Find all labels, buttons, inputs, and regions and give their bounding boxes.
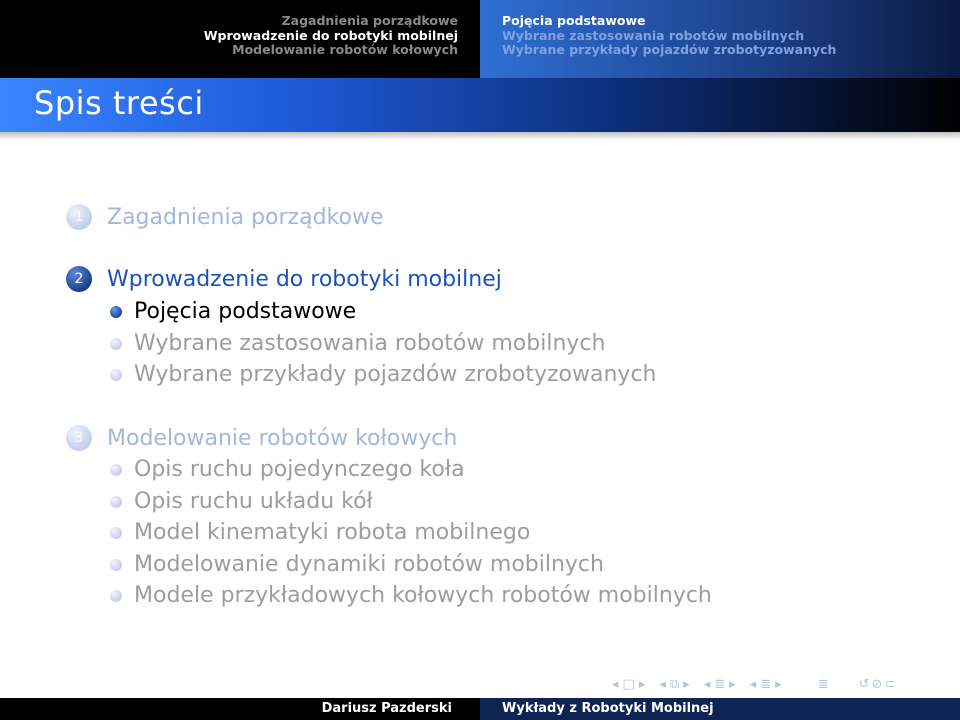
toc-subsection-label: Opis ruchu pojedynczego koła	[134, 457, 465, 482]
toc-subsection-3-1[interactable]	[110, 457, 465, 482]
bullet-icon	[110, 590, 122, 602]
toc-subsection-2-1[interactable]	[110, 299, 356, 324]
toc-subsection-3-5[interactable]	[110, 583, 712, 608]
bullet-icon	[110, 369, 122, 381]
navigation-symbols	[610, 674, 955, 694]
nav-section-2[interactable]: Wprowadzenie do robotyki mobilnej	[203, 27, 458, 43]
frame-title: Spis treści	[34, 84, 204, 122]
toc-section-1[interactable]	[66, 204, 384, 230]
section-icon[interactable]: ≣	[714, 676, 726, 692]
nav-subsection-2[interactable]: Wybrane zastosowania robotów mobilnych	[502, 27, 805, 43]
part-icon[interactable]: ≣	[760, 676, 772, 692]
toc-subsection-label: Wybrane zastosowania robotów mobilnych	[134, 331, 606, 356]
toc-subsection-label: Opis ruchu układu kół	[134, 489, 373, 514]
search-icon[interactable]: ↺⊘⊂	[858, 676, 898, 692]
toc-subsection-label: Pojęcia podstawowe	[134, 299, 357, 324]
bullet-icon	[110, 496, 122, 508]
frame-icon[interactable]: □	[622, 676, 635, 692]
nav-subsection-3[interactable]: Wybrane przykłady pojazdów zrobotyzowanych	[502, 42, 837, 57]
bullet-icon	[110, 464, 122, 476]
nav-subsection-1[interactable]: Pojęcia podstawowe	[502, 13, 646, 28]
toc-section-label: Zagadnienia porządkowe	[107, 204, 384, 230]
toc-section-2[interactable]	[66, 266, 502, 292]
subsection-icon[interactable]: ⧉	[669, 676, 680, 692]
frame-next-icon[interactable]: ▸	[638, 676, 646, 692]
section-number-badge: 2	[66, 266, 92, 292]
section-number-badge: 3	[66, 425, 92, 451]
bullet-icon	[110, 306, 122, 318]
toc-subsection-label: Modele przykładowych kołowych robotów mobilnych	[134, 583, 712, 608]
document-icon[interactable]: ≣	[817, 676, 829, 692]
toc-section-label: Modelowanie robotów kołowych	[107, 425, 458, 451]
toc-section-label: Wprowadzenie do robotyki mobilnej	[107, 266, 502, 292]
nav-section-1[interactable]: Zagadnienia porządkowe	[281, 13, 458, 28]
footer-title: Wykłady z Robotyki Mobilnej	[480, 698, 960, 720]
bullet-icon	[110, 559, 122, 571]
section-number-badge: 1	[66, 204, 92, 230]
toc-subsection-2-2[interactable]	[110, 331, 605, 356]
toc-subsection-3-2[interactable]	[110, 489, 373, 514]
toc-subsection-label: Wybrane przykłady pojazdów zrobotyzowanych	[134, 362, 657, 387]
toc-section-3[interactable]	[66, 425, 457, 451]
toc-subsection-2-3[interactable]	[110, 362, 656, 387]
subsection-next-icon[interactable]: ▸	[683, 676, 690, 692]
toc-subsection-3-4[interactable]	[110, 552, 604, 577]
footer	[0, 698, 960, 720]
footer-author: Dariusz Pazderski	[0, 698, 480, 720]
section-prev-icon[interactable]: ◂	[703, 676, 711, 692]
part-next-icon[interactable]: ▸	[775, 676, 782, 692]
toc-subsection-label: Model kinematyki robota mobilnego	[134, 520, 531, 545]
bullet-icon	[110, 527, 122, 539]
part-prev-icon[interactable]: ◂	[749, 676, 757, 692]
section-next-icon[interactable]: ▸	[729, 676, 736, 692]
subsection-prev-icon[interactable]: ◂	[659, 676, 666, 692]
frame-prev-icon[interactable]: ◂	[612, 676, 619, 692]
bullet-icon	[110, 338, 122, 350]
toc-subsection-label: Modelowanie dynamiki robotów mobilnych	[134, 552, 604, 577]
toc-subsection-3-3[interactable]	[110, 520, 530, 545]
nav-section-3[interactable]: Modelowanie robotów kołowych	[232, 42, 458, 57]
